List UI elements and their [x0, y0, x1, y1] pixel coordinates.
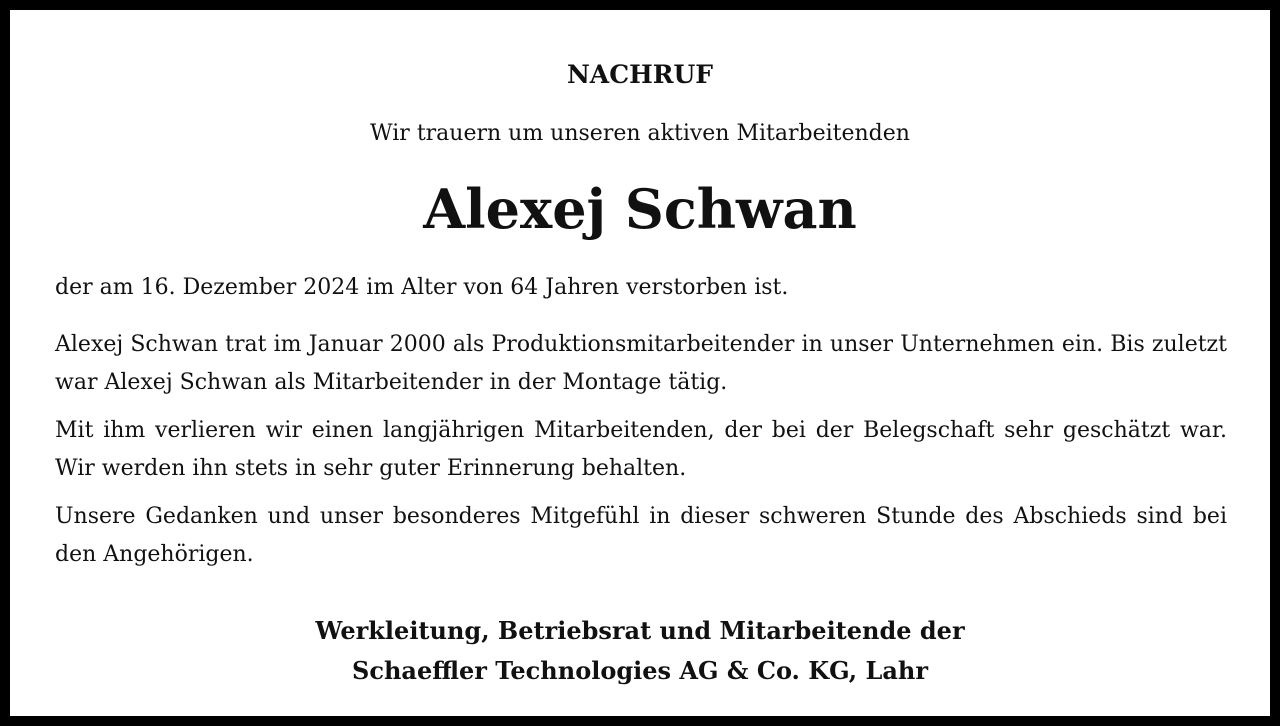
notice-subheading: Wir trauern um unseren aktiven Mitarbeitenden	[370, 121, 910, 146]
notice-heading: NACHRUF	[566, 60, 714, 89]
career-paragraph: Alexej Schwan trat im Januar 2000 als Produktionsmitarbeitender in unser Unternehmen ein. Bis zuletzt war Alexej Schwan als Mitarbeitender in der Montage tätig.	[55, 332, 1227, 395]
signature-block	[10, 611, 1270, 691]
loss-paragraph: Mit ihm verlieren wir einen langjährigen Mitarbeitenden, der bei der Belegschaft sehr geschätzt war. Wir werden ihn stets in sehr guter Erinnerung behalten.	[55, 418, 1227, 481]
signature-line-2: Schaeffler Technologies AG & Co. KG, Lahr	[352, 656, 928, 685]
death-date-line: der am 16. Dezember 2024 im Alter von 64 Jahren verstorben ist.	[55, 275, 789, 300]
condolence-paragraph: Unsere Gedanken und unser besonderes Mitgefühl in dieser schweren Stunde des Abschieds sind bei den Angehörigen.	[55, 504, 1227, 567]
signature-line-1: Werkleitung, Betriebsrat und Mitarbeitende der	[315, 616, 965, 645]
deceased-name: Alexej Schwan	[423, 177, 857, 241]
